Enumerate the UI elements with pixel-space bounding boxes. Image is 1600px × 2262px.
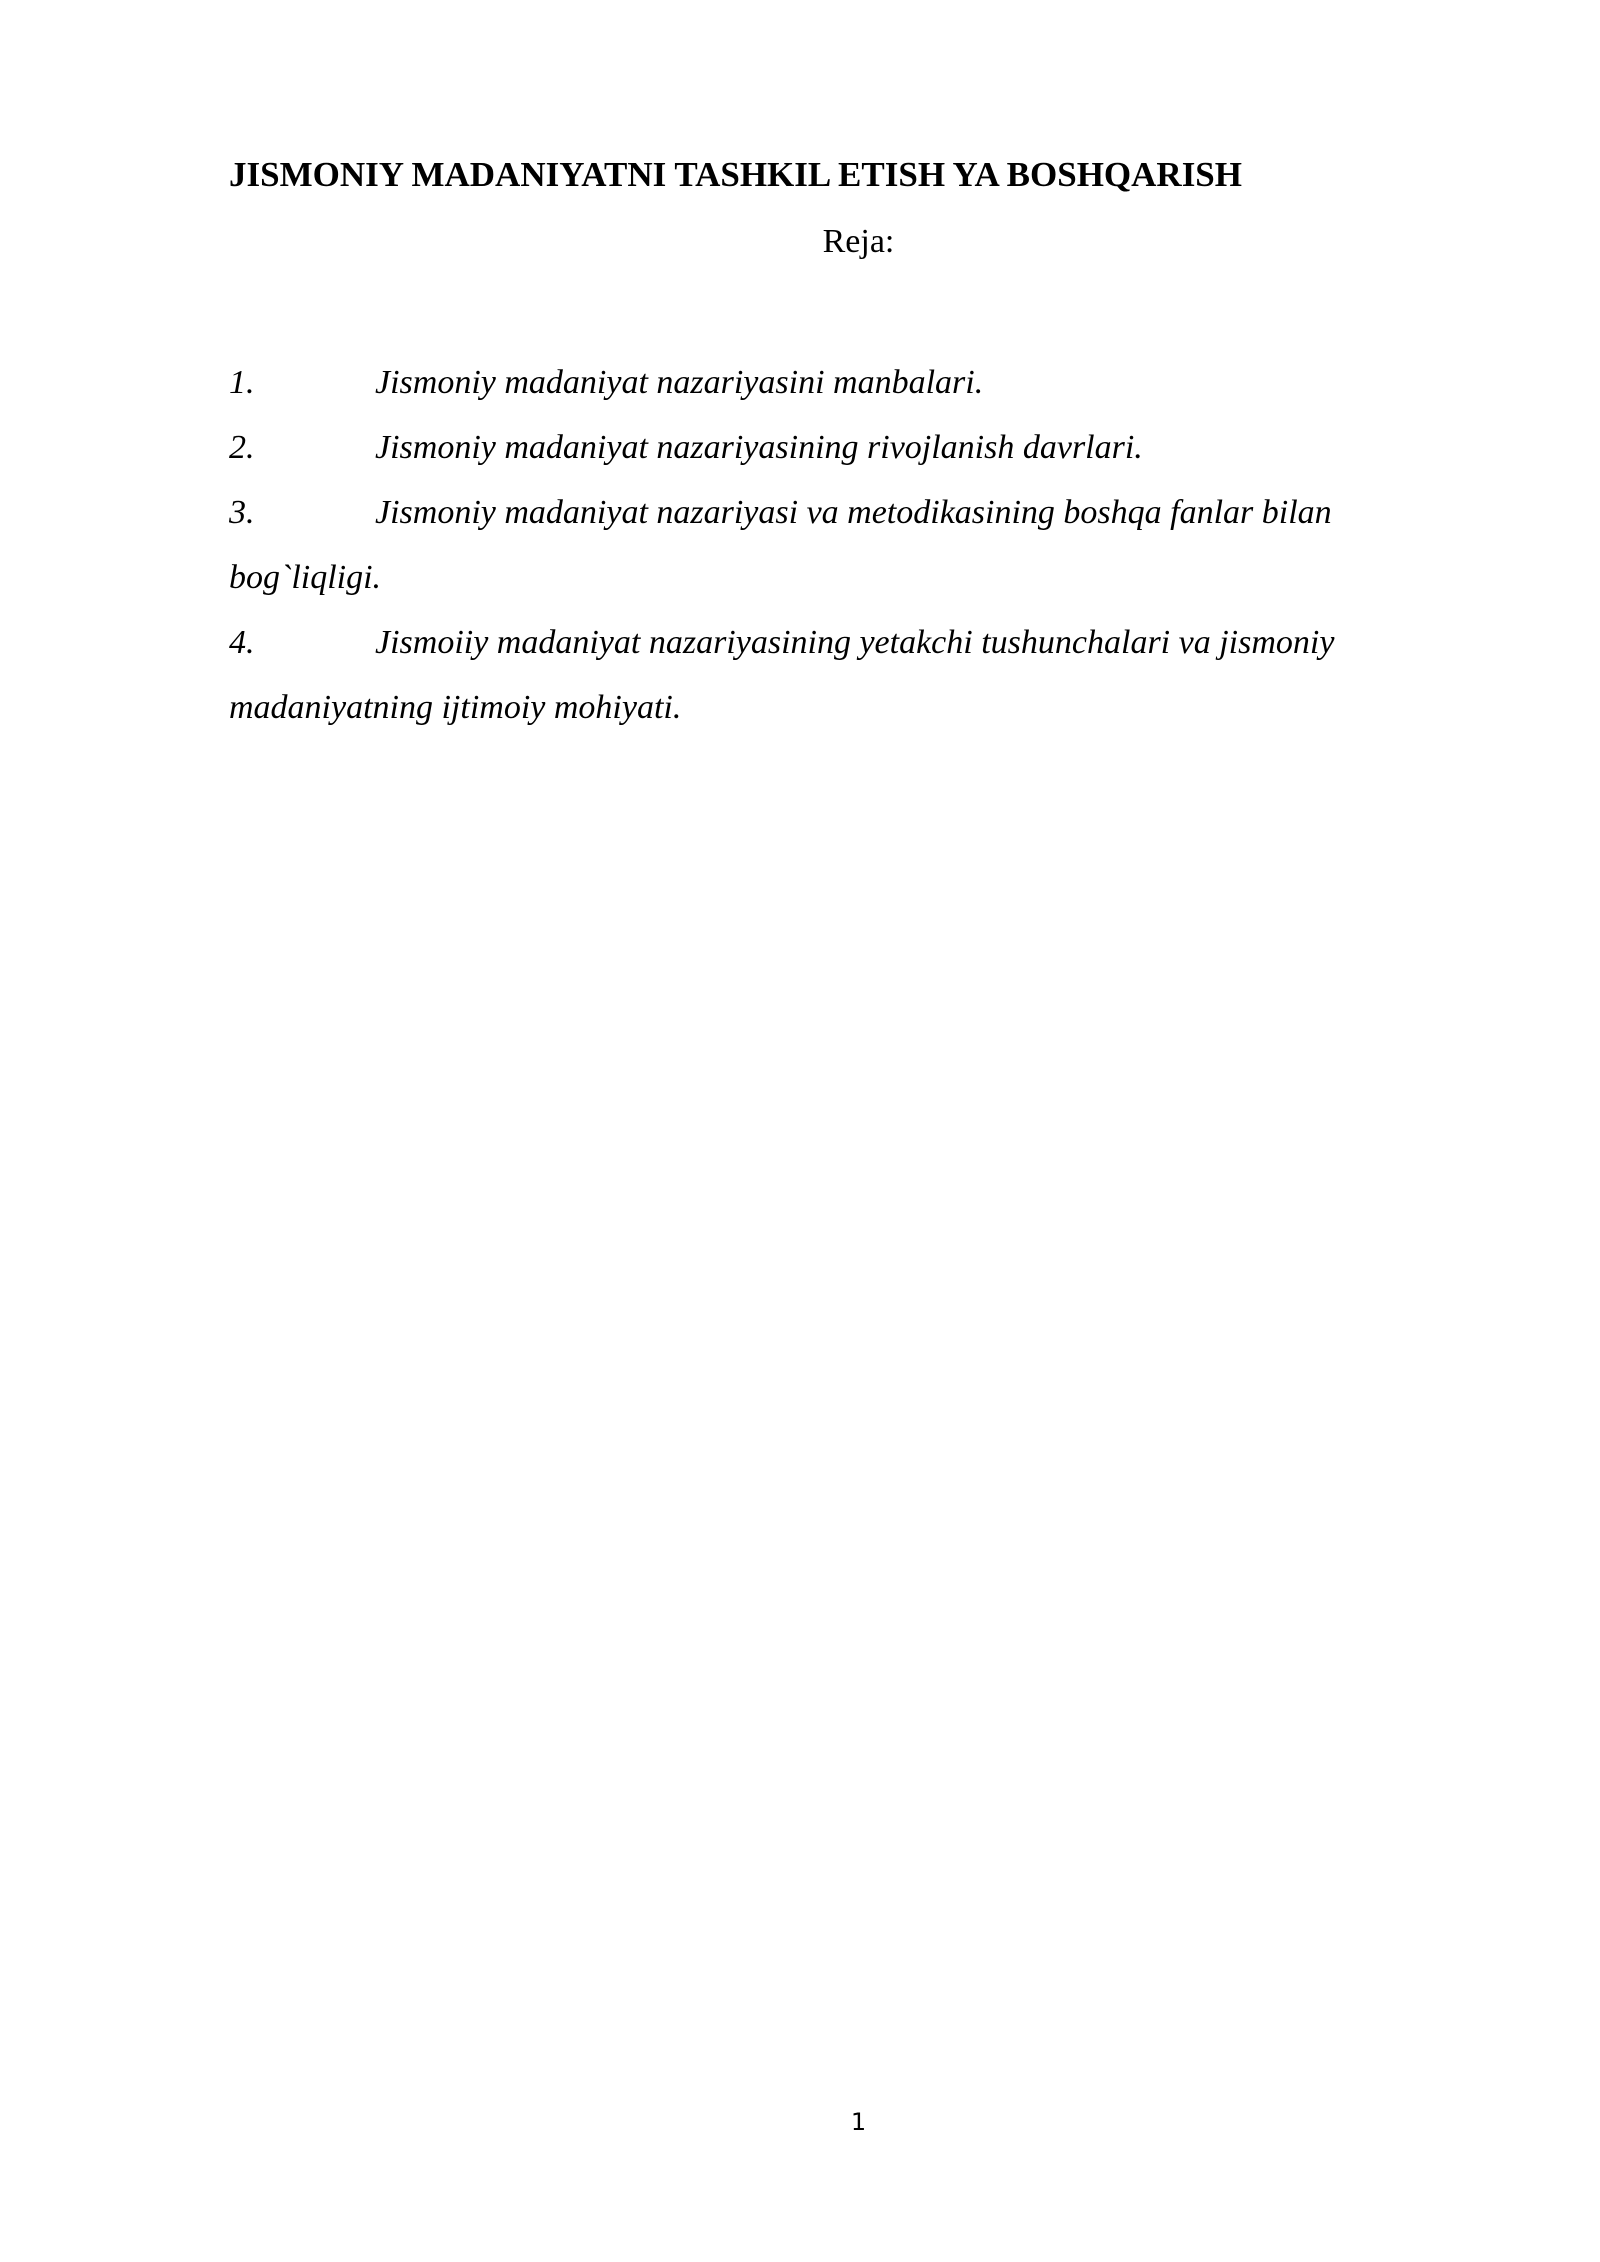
- plan-item-number: 1.: [229, 364, 255, 401]
- plan-item-text: Jismoniy madaniyat nazariyasining rivojlanish davrlari.: [375, 429, 1143, 466]
- plan-item-number: 4.: [229, 624, 255, 661]
- plan-item-text: Jismoniy madaniyat nazariyasini manbalari.: [375, 364, 984, 401]
- plan-item-3: [229, 480, 1454, 610]
- plan-item-2: [229, 415, 1454, 480]
- plan-item-number: 2.: [229, 429, 255, 466]
- plan-item-text: Jismoniy madaniyat nazariyasi va metodikasining boshqa fanlar bilan bog`liqligi.: [229, 494, 1332, 596]
- document-title: JISMONIY MADANIYATNI TASHKIL ETISH YA BOSHQARISH: [229, 155, 1243, 194]
- plan-item-4: [229, 610, 1454, 740]
- plan-item-number: 3.: [229, 494, 255, 531]
- page-number: 1: [850, 2108, 867, 2136]
- plan-heading: Reja:: [822, 223, 895, 260]
- plan-item-1: [229, 350, 1454, 415]
- plan-item-text: Jismoiiy madaniyat nazariyasining yetakchi tushunchalari va jismoniy madaniyatning ijtimoiy mohiyati.: [229, 624, 1335, 726]
- plan-list: [229, 350, 1454, 740]
